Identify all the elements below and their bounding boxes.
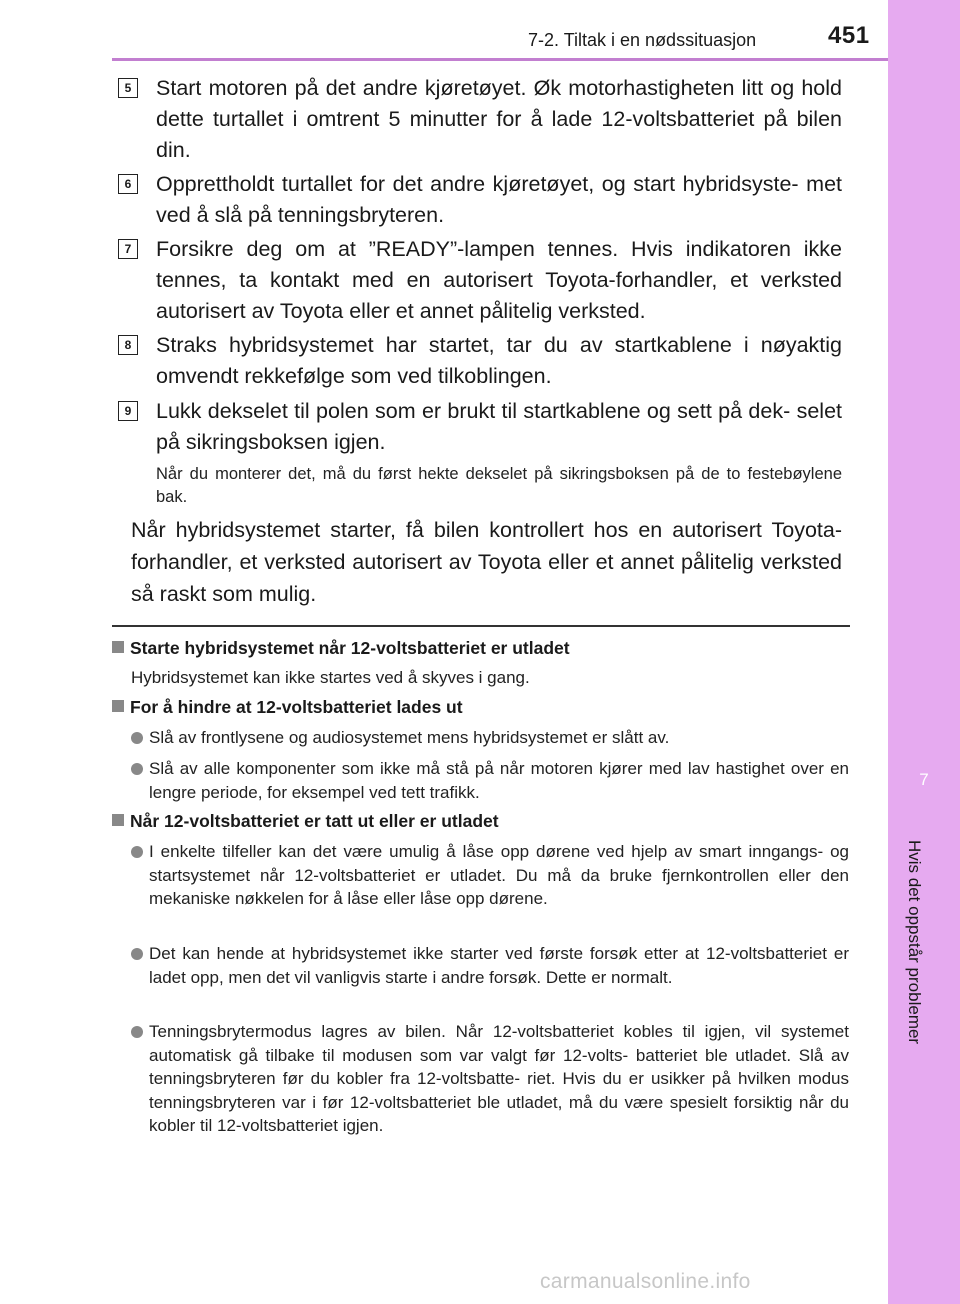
section-heading: Når 12-voltsbatteriet er tatt ut eller er utladet (112, 811, 850, 832)
step-8 (118, 330, 842, 392)
square-bullet-icon (112, 641, 124, 653)
bullet-dot-icon (131, 846, 143, 858)
step-6 (118, 169, 842, 231)
bullet-dot-icon (131, 1026, 143, 1038)
step-number-box: 5 (118, 78, 138, 98)
list-item: I enkelte tilfeller kan det være umulig å låse opp dørene ved hjelp av smart inngangs- og startsystemet når 12-voltsbatteriet er utladet. Du må da bruke fjernkontrollen eller den mekaniske nøkkelen for å låse eller låse opp dørene. (131, 840, 849, 911)
section-paragraph: Hybridsystemet kan ikke startes ved å skyves i gang. (131, 668, 530, 687)
bullet-dot-icon (131, 763, 143, 775)
section-title: 7-2. Tiltak i en nødssituasjon (528, 30, 757, 50)
step-number-box: 9 (118, 401, 138, 421)
list-item: Slå av alle komponenter som ikke må stå på når motoren kjører med lav hastighet over en lengre periode, for eksempel ved tett trafikk. (131, 757, 849, 804)
chapter-sidebar (888, 0, 960, 1304)
bullet-dot-icon (131, 732, 143, 744)
bullet-dot-icon (131, 948, 143, 960)
header-rule (112, 58, 888, 61)
summary-paragraph: Når hybridsystemet starter, få bilen kontrollert hos en autorisert Toyota- forhandler, et verksted autorisert av Toyota eller et annet pålitelig verksted så raskt som mulig. (131, 518, 842, 606)
step-text: Start motoren på det andre kjøretøyet. Øk motorhastigheten litt og hold dette turtallet i omtrent 5 minutter for å lade 12-voltsbatteriet på bilen din. (156, 76, 842, 162)
list-item: Slå av frontlysene og audiosystemet mens hybridsystemet er slått av. (131, 726, 849, 750)
step-number-box: 8 (118, 335, 138, 355)
list-item: Det kan hende at hybridsystemet ikke starter ved første forsøk etter at 12-voltsbatteriet er ladet opp, men det vil vanligvis starte i andre forsøk. Dette er normalt. (131, 942, 849, 989)
step-number-box: 7 (118, 239, 138, 259)
step-9 (118, 396, 842, 458)
step-number-box: 6 (118, 174, 138, 194)
step-5 (118, 73, 842, 166)
chapter-title: Hvis det oppstår problemer (905, 840, 924, 1045)
page-number: 451 (828, 22, 870, 49)
step-text: Forsikre deg om at ”READY”-lampen tennes. Hvis indikatoren ikke tennes, ta kontakt med en autorisert Toyota-forhandler, et verksted autorisert av Toyota eller et annet pålitelig verksted. (156, 237, 842, 323)
watermark: carmanualsonline.info (540, 1270, 751, 1293)
section-divider (112, 625, 850, 627)
step-9-note: Når du monterer det, må du først hekte dekselet på sikringsboksen på de to festebøylene bak. (156, 465, 842, 506)
step-text: Opprettholdt turtallet for det andre kjøretøyet, og start hybridsyste- met ved å slå på tenningsbryteren. (156, 172, 842, 227)
square-bullet-icon (112, 700, 124, 712)
step-7 (118, 234, 842, 327)
section-heading: Starte hybridsystemet når 12-voltsbatteriet er utladet (112, 638, 850, 659)
list-item: Tenningsbrytermodus lagres av bilen. Når 12-voltsbatteriet kobles til igjen, vil systemet automatisk gå tilbake til modusen som var valgt før 12-volts- batteriet ble utladet. Slå av tenningsbryteren før du kobler fra 12-voltsbatte- riet. Hvis du er usikker på hvilken modus tenningsbryteren var i før 12-voltsbatteriet ble utladet, må du være spesielt forsiktig når du kobler til 12-voltsbatteriet igjen. (131, 1020, 849, 1138)
step-text: Lukk dekselet til polen som er brukt til startkablene og sett på dek- selet på sikringsboksen igjen. (156, 399, 842, 454)
step-text: Straks hybridsystemet har startet, tar du av startkablene i nøyaktig omvendt rekkefølge som ved tilkoblingen. (156, 333, 842, 388)
chapter-number: 7 (919, 770, 929, 789)
section-heading: For å hindre at 12-voltsbatteriet lades ut (112, 697, 850, 718)
square-bullet-icon (112, 814, 124, 826)
